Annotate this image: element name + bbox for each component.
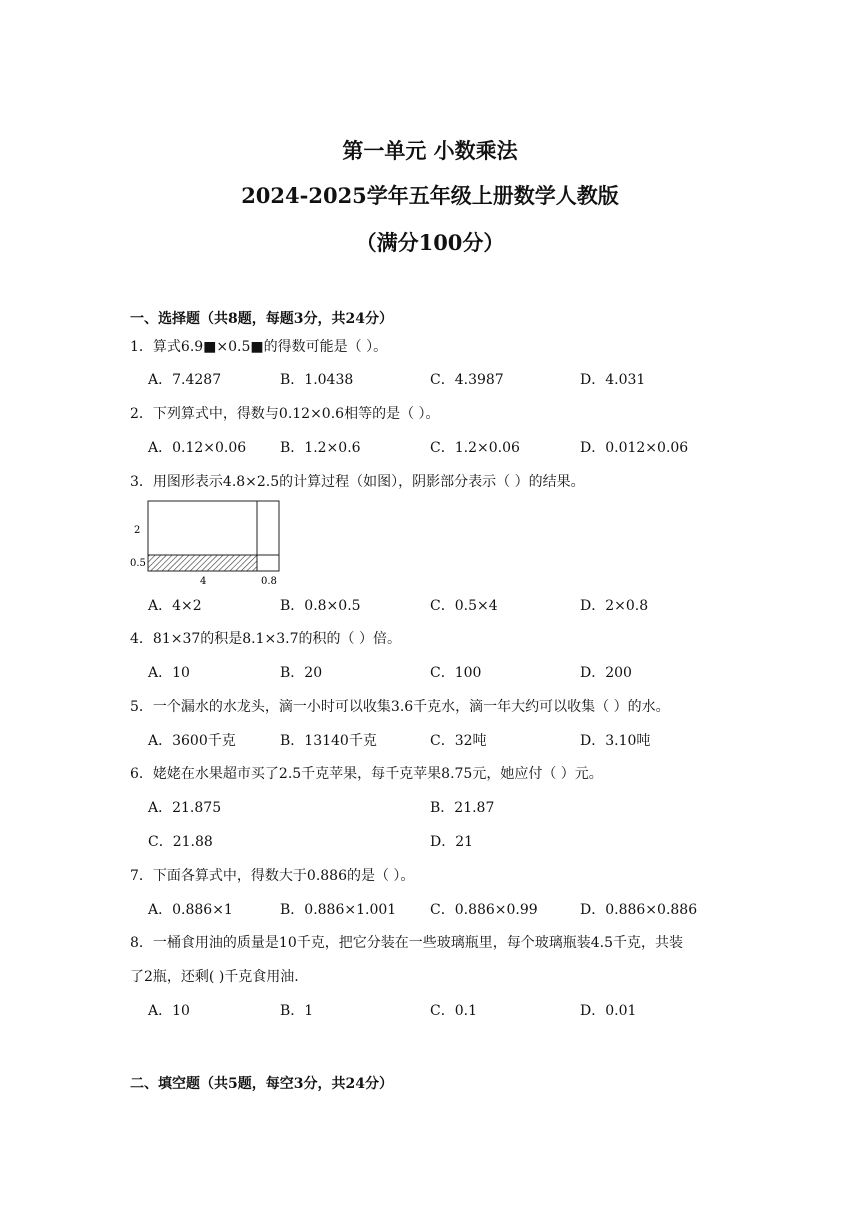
score-note: （满分100分） (355, 230, 505, 255)
question-8-continued: 了2瓶，还剩( )千克食用油. (130, 969, 299, 985)
q7-option-b[interactable]: B．0.886×1.001 (280, 902, 397, 918)
label-left-bottom: 0.5 (130, 558, 146, 569)
q1-option-c[interactable]: C．4.3987 (430, 372, 504, 388)
document-subtitle: 2024-2025学年五年级上册数学人教版 (241, 183, 619, 208)
question-2: 2．下列算式中，得数与0.12×0.6相等的是（ ）。 (130, 406, 440, 422)
q7-option-c[interactable]: C．0.886×0.99 (430, 902, 538, 918)
document-title: 第一单元 小数乘法 (342, 138, 518, 163)
label-bottom-left: 4 (200, 576, 207, 587)
area-model-figure (128, 497, 288, 589)
q6-option-a[interactable]: A．21.875 (148, 800, 222, 816)
q8-option-b[interactable]: B．1 (280, 1003, 314, 1019)
q6-option-b[interactable]: B．21.87 (430, 800, 495, 816)
q2-option-a[interactable]: A．0.12×0.06 (148, 440, 247, 456)
q1-option-d[interactable]: D．4.031 (580, 372, 646, 388)
question-6: 6．姥姥在水果超市买了2.5千克苹果，每千克苹果8.75元，她应付（ ）元。 (130, 766, 603, 782)
q3-option-c[interactable]: C．0.5×4 (430, 598, 498, 614)
shaded-region (148, 555, 257, 571)
q5-option-d[interactable]: D．3.10吨 (580, 733, 651, 749)
q8-option-d[interactable]: D．0.01 (580, 1003, 637, 1019)
q3-option-a[interactable]: A．4×2 (148, 598, 202, 614)
section-heading-choice: 一、选择题（共8题，每题3分，共24分） (130, 311, 393, 327)
question-8: 8．一桶食用油的质量是10千克，把它分装在一些玻璃瓶里，每个玻璃瓶装4.5千克，共装 (130, 935, 683, 951)
q8-option-a[interactable]: A．10 (148, 1003, 190, 1019)
question-3: 3．用图形表示4.8×2.5的计算过程（如图），阴影部分表示（ ）的结果。 (130, 474, 585, 490)
q6-option-d[interactable]: D．21 (430, 834, 474, 850)
q3-option-d[interactable]: D．2×0.8 (580, 598, 649, 614)
question-4: 4．81×37的积是8.1×3.7的积的（ ）倍。 (130, 631, 401, 647)
q3-option-b[interactable]: B．0.8×0.5 (280, 598, 361, 614)
q7-option-d[interactable]: D．0.886×0.886 (580, 902, 698, 918)
q2-option-b[interactable]: B．1.2×0.6 (280, 440, 361, 456)
q1-option-a[interactable]: A．7.4287 (148, 372, 222, 388)
q1-option-b[interactable]: B．1.0438 (280, 372, 354, 388)
q4-option-d[interactable]: D．200 (580, 665, 632, 681)
question-5: 5．一个漏水的水龙头，滴一小时可以收集3.6千克水，滴一年大约可以收集（ ）的水。 (130, 699, 670, 715)
q4-option-a[interactable]: A．10 (148, 665, 190, 681)
q7-option-a[interactable]: A．0.886×1 (148, 902, 233, 918)
area-model-svg (128, 497, 288, 589)
q5-option-b[interactable]: B．13140千克 (280, 733, 377, 749)
question-1: 1．算式6.9■×0.5■的得数可能是（ ）。 (130, 339, 388, 355)
label-left-top: 2 (134, 525, 141, 536)
q5-option-c[interactable]: C．32吨 (430, 733, 487, 749)
q4-option-c[interactable]: C．100 (430, 665, 482, 681)
q5-option-a[interactable]: A．3600千克 (148, 733, 236, 749)
label-bottom-right: 0.8 (261, 576, 277, 587)
q8-option-c[interactable]: C．0.1 (430, 1003, 477, 1019)
q4-option-b[interactable]: B．20 (280, 665, 323, 681)
q2-option-c[interactable]: C．1.2×0.06 (430, 440, 520, 456)
section-heading-fill-in: 二、填空题（共5题，每空3分，共24分） (130, 1076, 393, 1092)
q6-option-c[interactable]: C．21.88 (148, 834, 213, 850)
q2-option-d[interactable]: D．0.012×0.06 (580, 440, 689, 456)
question-7: 7．下面各算式中，得数大于0.886的是（ ）。 (130, 868, 415, 884)
